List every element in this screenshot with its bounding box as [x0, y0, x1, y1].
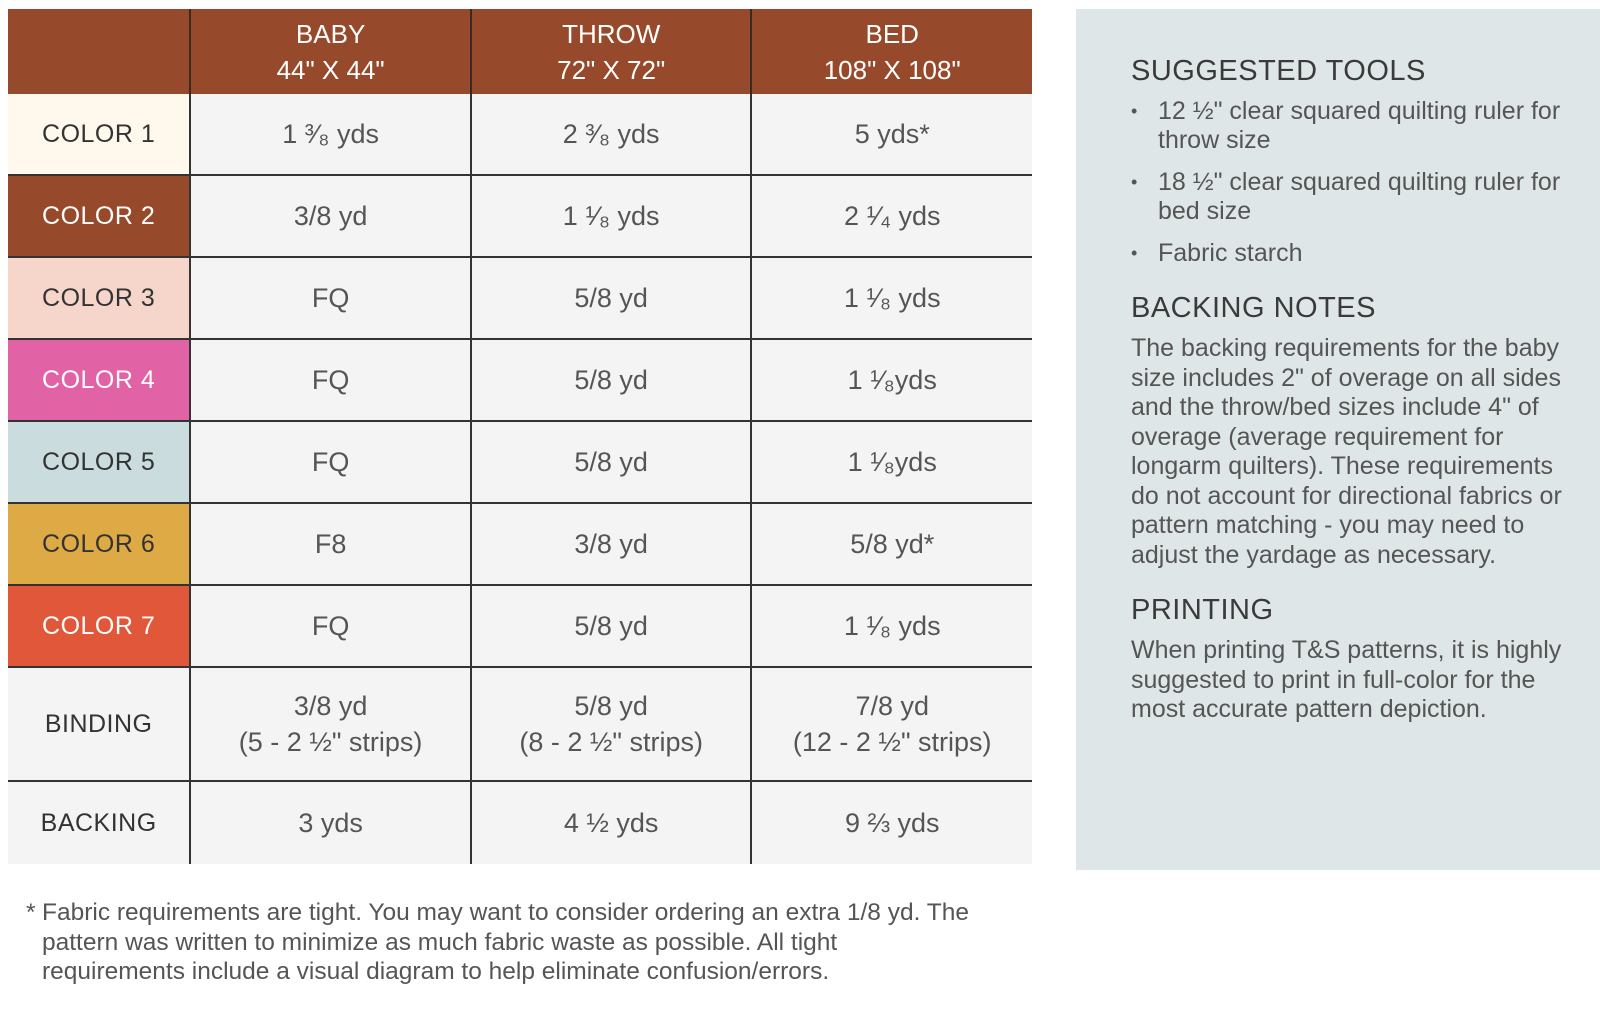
tool-item: • Fabric starch — [1131, 239, 1570, 268]
backing-notes-text: The backing requirements for the baby size includes 2" of overage on all sides and the throw/bed sizes include 4" of overage (average requirement for longarm quilters). These requirements do not account for directional fabrics or pattern matching - you may need to adjust the yardage as necessary. — [1131, 334, 1562, 569]
tool-item: • 18 ½" clear squared quilting ruler for bed size — [1131, 168, 1570, 226]
row-label: COLOR 7 — [8, 585, 190, 667]
table-row — [8, 503, 1032, 585]
cell-value: (5 - 2 ½" strips) — [238, 727, 423, 757]
header-baby: BABY 44" X 44" — [190, 9, 471, 94]
cell-baby — [190, 503, 471, 585]
cell-throw — [471, 175, 752, 257]
table-row — [8, 667, 1032, 781]
tool-item: • 12 ½" clear squared quilting ruler for throw size — [1131, 97, 1570, 155]
cell-value: FQ — [311, 365, 350, 395]
cell-throw — [471, 339, 752, 421]
cell-value: 5/8 yd — [574, 611, 648, 641]
cell-throw — [471, 585, 752, 667]
cell-baby — [190, 175, 471, 257]
suggested-tools-list — [1131, 97, 1570, 268]
table-header-row — [8, 9, 1032, 94]
table-row — [8, 585, 1032, 667]
cell-value: 5/8 yd — [574, 283, 648, 313]
cell-value: F8 — [314, 529, 347, 559]
cell-value: 2 ³⁄₈ yds — [562, 119, 660, 149]
cell-value: 3/8 yd — [574, 529, 648, 559]
cell-baby — [190, 94, 471, 175]
row-label: BINDING — [8, 667, 190, 781]
printing-heading: PRINTING — [1131, 594, 1274, 626]
backing-notes-heading: BACKING NOTES — [1131, 292, 1376, 324]
cell-value: 2 ¹⁄₄ yds — [843, 201, 941, 231]
cell-value: 1 ³⁄₈ yds — [282, 119, 379, 149]
cell-value: 1 ¹⁄₈yds — [847, 447, 937, 477]
cell-baby — [190, 585, 471, 667]
cell-value: 7/8 yd — [855, 691, 929, 721]
cell-value: FQ — [311, 447, 350, 477]
cell-value: 3 yds — [298, 808, 363, 838]
cell-value: 9 ⅔ yds — [844, 808, 940, 838]
cell-baby — [190, 781, 471, 864]
cell-value: 4 ½ yds — [563, 808, 659, 838]
cell-value: 5/8 yd — [574, 691, 648, 721]
cell-throw — [471, 421, 752, 503]
cell-bed — [751, 339, 1032, 421]
cell-throw — [471, 94, 752, 175]
cell-throw — [471, 257, 752, 339]
printing-text: When printing T&S patterns, it is highly suggested to print in full-color for the most accurate pattern depiction. — [1131, 636, 1562, 723]
cell-bed — [751, 257, 1032, 339]
cell-value: 3/8 yd — [293, 201, 368, 231]
cell-value: FQ — [311, 611, 350, 641]
cell-value: 1 ¹⁄₈ yds — [562, 201, 660, 231]
row-label: COLOR 2 — [8, 175, 190, 257]
row-label: COLOR 6 — [8, 503, 190, 585]
cell-value: (12 - 2 ½" strips) — [792, 727, 992, 757]
cell-bed — [751, 94, 1032, 175]
table-row — [8, 339, 1032, 421]
row-label: COLOR 4 — [8, 339, 190, 421]
cell-throw — [471, 667, 752, 781]
cell-value: 5 yds* — [854, 119, 930, 149]
table-row — [8, 175, 1032, 257]
cell-bed — [751, 503, 1032, 585]
row-label: BACKING — [8, 781, 190, 864]
cell-baby — [190, 667, 471, 781]
cell-bed — [751, 421, 1032, 503]
cell-value: 1 ¹⁄₈ yds — [843, 611, 941, 641]
table-row — [8, 781, 1032, 864]
fabric-requirements-table — [8, 9, 1032, 864]
header-throw: THROW 72" X 72" — [471, 9, 752, 94]
cell-baby — [190, 257, 471, 339]
row-label: COLOR 1 — [8, 94, 190, 175]
footnote-text: Fabric requirements are tight. You may want to consider ordering an extra 1/8 yd. The pattern was written to minimize as much fabric waste as possible. All tight requirements include a visual diagram to help eliminate confusion/errors. — [42, 899, 969, 985]
cell-value: 5/8 yd — [574, 365, 648, 395]
header-bed: BED 108" X 108" — [751, 9, 1032, 94]
cell-value: 5/8 yd — [574, 447, 648, 477]
cell-throw — [471, 781, 752, 864]
cell-bed — [751, 667, 1032, 781]
cell-value: 1 ¹⁄₈ yds — [843, 283, 941, 313]
cell-value: FQ — [311, 283, 350, 313]
footnote-asterisk: * — [26, 899, 36, 926]
cell-throw — [471, 503, 752, 585]
cell-value: 5/8 yd* — [850, 529, 935, 559]
cell-bed — [751, 781, 1032, 864]
cell-baby — [190, 339, 471, 421]
table-row — [8, 421, 1032, 503]
footnote — [26, 898, 986, 987]
table-row — [8, 257, 1032, 339]
cell-baby — [190, 421, 471, 503]
cell-bed — [751, 585, 1032, 667]
table-row — [8, 94, 1032, 175]
info-sidebar — [1076, 9, 1600, 870]
cell-value: 1 ¹⁄₈yds — [847, 365, 937, 395]
cell-value: 3/8 yd — [293, 691, 368, 721]
cell-value: (8 - 2 ½" strips) — [519, 727, 703, 757]
cell-bed — [751, 175, 1032, 257]
header-corner — [8, 9, 190, 94]
row-label: COLOR 3 — [8, 257, 190, 339]
row-label: COLOR 5 — [8, 421, 190, 503]
suggested-tools-heading: SUGGESTED TOOLS — [1131, 55, 1426, 87]
